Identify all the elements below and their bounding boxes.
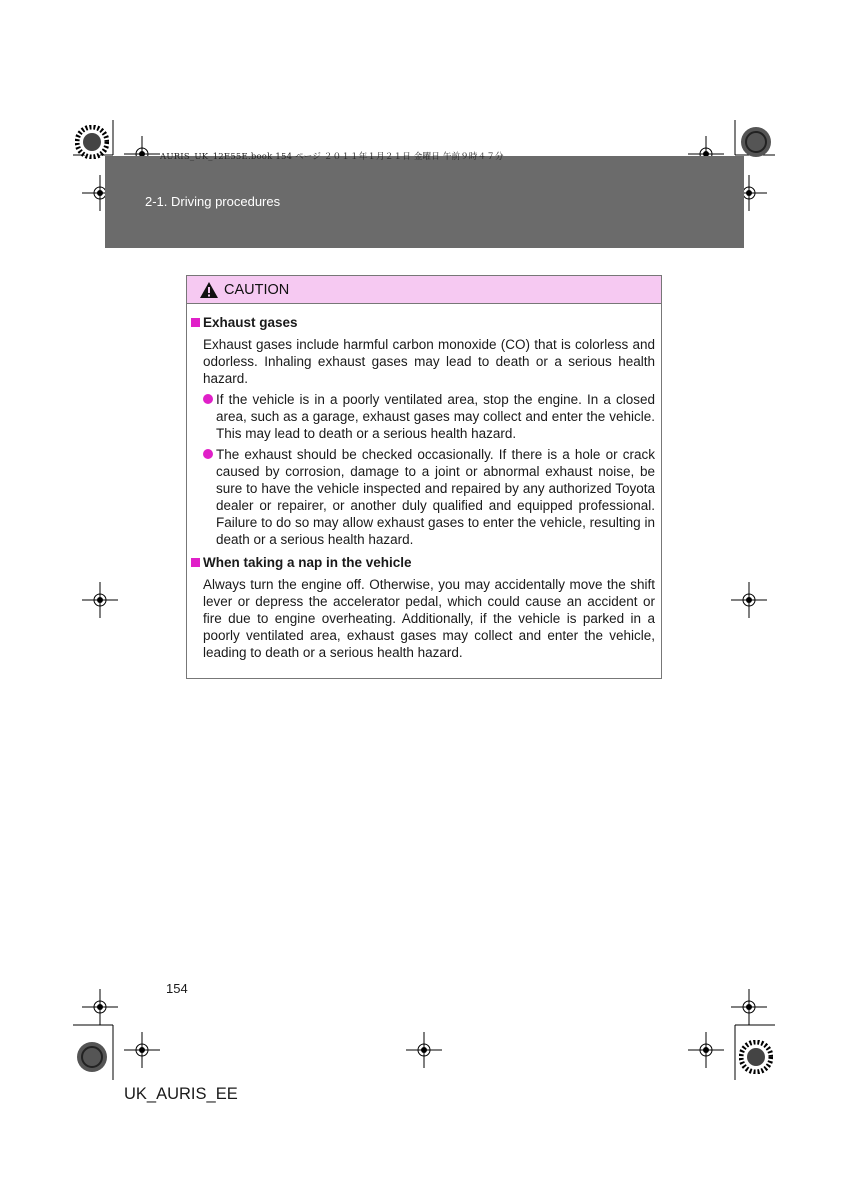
block-heading (191, 314, 655, 331)
color-wheel-icon (75, 125, 109, 159)
registration-mark-icon (82, 989, 118, 1025)
caution-box (186, 275, 662, 679)
list-item (203, 391, 655, 442)
warning-triangle-icon (199, 281, 219, 299)
document-code: UK_AURIS_EE (124, 1085, 238, 1103)
section-title: 2-1. Driving procedures (145, 194, 281, 209)
print-info: AURIS_UK_12E55E.book 154 ページ ２０１１年１月２１日 金曜日 午前９時４７分 (160, 152, 504, 162)
bullet-dot-icon (203, 394, 213, 404)
color-wheel-icon (739, 125, 773, 159)
registration-mark-icon (124, 1032, 160, 1068)
block-title: When taking a nap in the vehicle (203, 555, 412, 570)
block-text: Exhaust gases include harmful carbon monoxide (CO) that is colorless and odorless. Inhaling exhaust gases may lead to death or a serious health hazard. (203, 337, 655, 386)
registration-mark-icon (406, 1032, 442, 1068)
block-text: Always turn the engine off. Otherwise, you may accidentally move the shift lever or depress the accelerator pedal, which could cause an accident or fire due to engine overheating. Additionally, if the vehicle is parked in a poorly ventilated area, exhaust gases may collect and enter the vehicle, leading to death or a serious health hazard. (203, 577, 655, 660)
registration-mark-icon (688, 1032, 724, 1068)
block-title: Exhaust gases (203, 315, 298, 330)
block-heading (191, 554, 655, 571)
list-item-text: If the vehicle is in a poorly ventilated area, stop the engine. In a closed area, such as a garage, exhaust gases may collect and enter the vehicle. This may lead to death or a serious health hazard. (216, 392, 655, 441)
square-bullet-icon (191, 558, 200, 567)
registration-mark-icon (731, 582, 767, 618)
caution-header (187, 276, 661, 304)
list-item (203, 446, 655, 548)
bullet-dot-icon (203, 449, 213, 459)
caution-heading: CAUTION (224, 281, 290, 298)
caution-content (187, 304, 661, 661)
square-bullet-icon (191, 318, 200, 327)
page-number: 154 (166, 981, 188, 996)
color-wheel-icon (75, 1040, 109, 1074)
registration-mark-icon (82, 582, 118, 618)
registration-mark-icon (731, 989, 767, 1025)
color-wheel-icon (739, 1040, 773, 1074)
list-item-text: The exhaust should be checked occasionally. If there is a hole or crack caused by corrosion, damage to a joint or abnormal exhaust noise, be sure to have the vehicle inspected and repaired by any authorized Toyota dealer or repairer, or another duly qualified and equipped professional. Failure to do so may allow exhaust gases to enter the vehicle, resulting in death or a serious health hazard. (216, 447, 655, 547)
